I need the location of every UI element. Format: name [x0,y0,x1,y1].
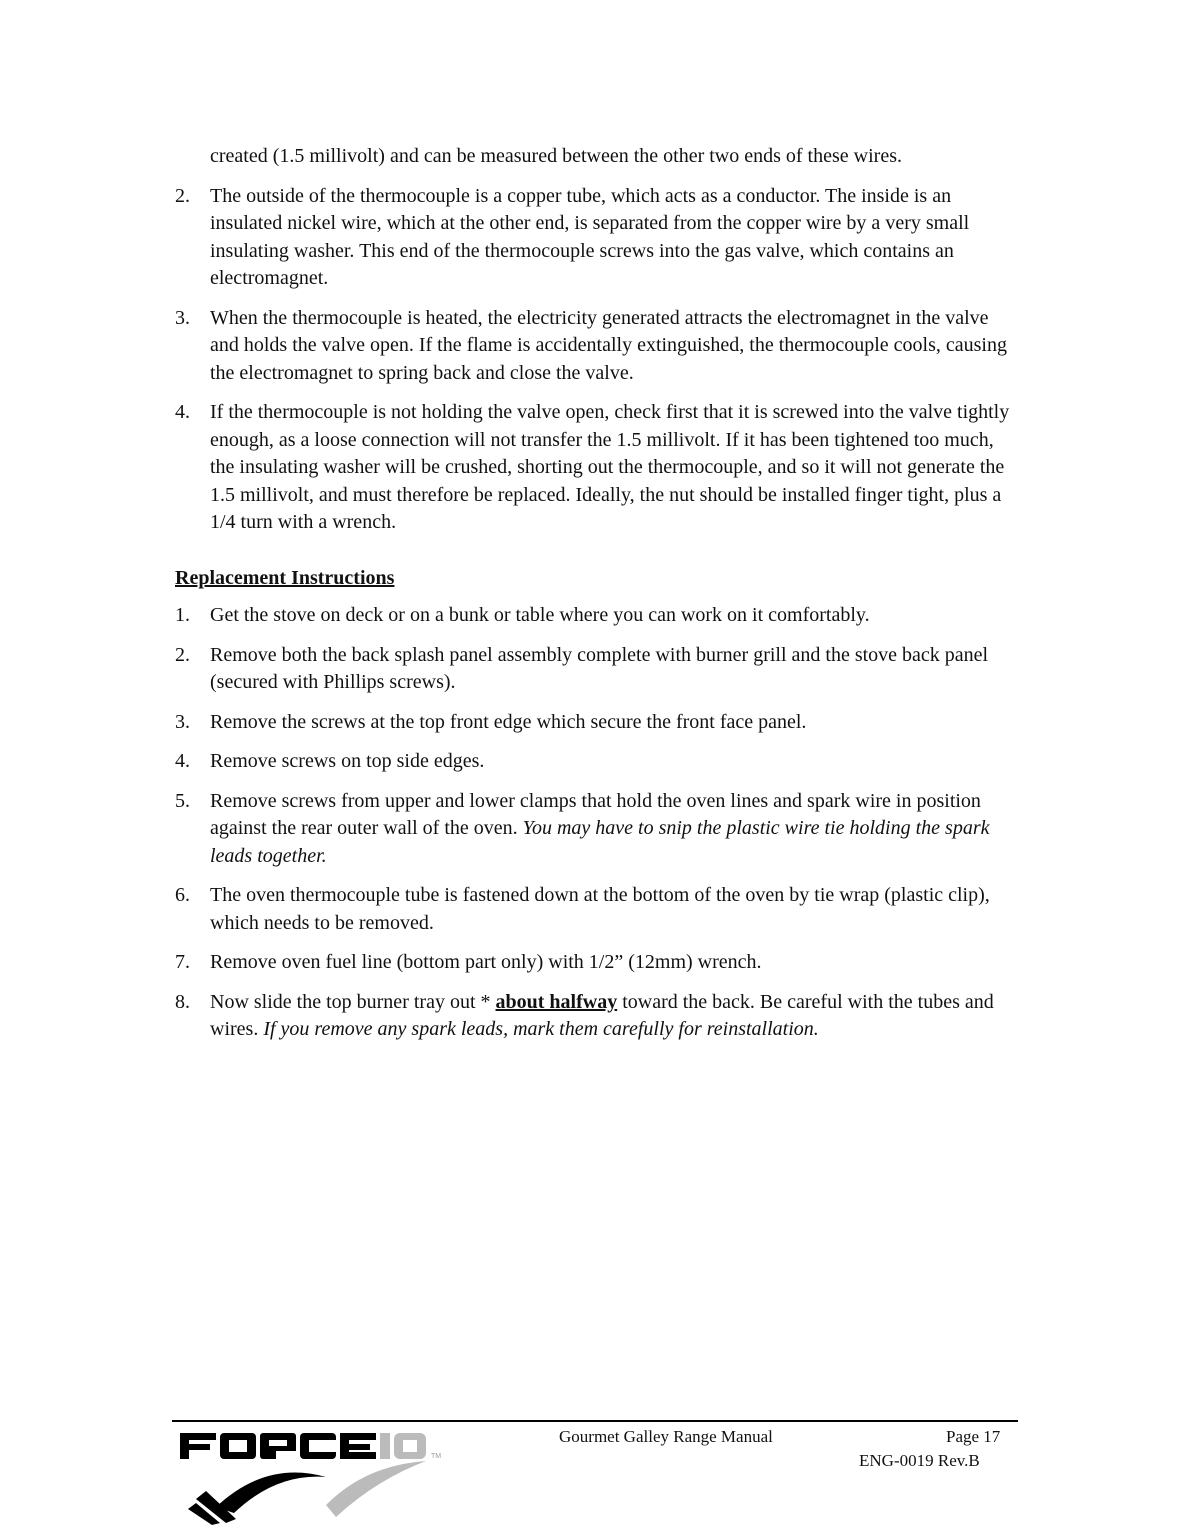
list-item [175,399,1015,537]
item-number: 5. [175,789,190,812]
emphasis-text: about halfway [495,990,618,1013]
footer-document-id: ENG-0019 Rev.B [859,1451,980,1470]
footer-divider [172,1420,1018,1422]
item-number: 8. [175,990,190,1013]
item-text: Get the stove on deck or on a bunk or table where you can work on it comfortably. [210,604,870,626]
item-text-continued: toward the back. Be careful with the tubes and wires. [210,990,994,1040]
item-text: Remove oven fuel line (bottom part only) with 1/2” (12mm) wrench. [210,951,762,973]
item-text: When the thermocouple is heated, the electricity generated attracts the electromagnet in the valve and holds the valve open. If the flame is accidentally extinguished, the thermocouple cools, causing the electromagnet to spring back and close the valve. [210,306,1007,384]
item-number: 7. [175,951,190,973]
item-number: 2. [175,184,190,207]
list-item [175,183,1015,293]
page-body [175,143,1015,1044]
list-item [175,305,1015,388]
item-text: The outside of the thermocouple is a copper tube, which acts as a conductor. The inside is an insulated nickel wire, which at the other end, is separated from the copper wire by a very small insulating washer. This end of the thermocouple screws into the gas valve, which contains an electromagnet. [210,184,970,289]
item-number: 4. [175,750,190,772]
item-text: The oven thermocouple tube is fastened down at the bottom of the oven by tie wrap (plastic clip), which needs to be removed. [210,884,990,934]
force10-logo [176,1425,446,1525]
step-item [175,748,1015,776]
item-number: 2. [175,643,190,666]
footer-manual-title: Gourmet Galley Range Manual [559,1427,773,1446]
item-text: If the thermocouple is not holding the valve open, check first that it is screwed into the valve tightly enough, as a loose connection will not transfer the 1.5 millivolt. If it has been tightened too much, the insulating washer will be crushed, shorting out the thermocouple, and so it will not generate the 1.5 millivolt, and must therefore be replaced. Ideally, the nut should be installed finger tight, plus a 1/4 turn with a wrench. [210,401,1010,533]
step-item [175,949,1015,977]
step-item [175,602,1015,630]
step-item [175,989,1015,1044]
step-item [175,709,1015,737]
item-note: If you remove any spark leads, mark them carefully for reinstallation. [263,1018,819,1040]
item-number: 3. [175,306,190,329]
step-item [175,642,1015,697]
item-number: 4. [175,401,190,423]
item-text: Now slide the top burner tray out * [210,990,496,1013]
item-number: 6. [175,884,190,906]
item-note: You may have to snip the plastic wire tie holding the spark leads together. [210,817,990,867]
continuation-paragraph: created (1.5 millivolt) and can be measured between the other two ends of these wires. [210,145,902,167]
step-item [175,882,1015,937]
item-number: 1. [175,604,190,626]
item-number: 3. [175,710,190,733]
svg-text:TM: TM [431,1453,442,1460]
step-item [175,788,1015,871]
item-text: Remove both the back splash panel assembly complete with burner grill and the stove back panel (secured with Phillips screws). [210,643,989,693]
footer-page-number: Page 17 [946,1427,1001,1446]
item-text: Remove screws from upper and lower clamps that hold the oven lines and spark wire in position against the rear outer wall of the oven. [210,789,981,839]
item-text: Remove screws on top side edges. [210,750,485,772]
section-heading: Replacement Instructions [175,566,395,589]
item-text: Remove the screws at the top front edge which secure the front face panel. [210,710,807,733]
